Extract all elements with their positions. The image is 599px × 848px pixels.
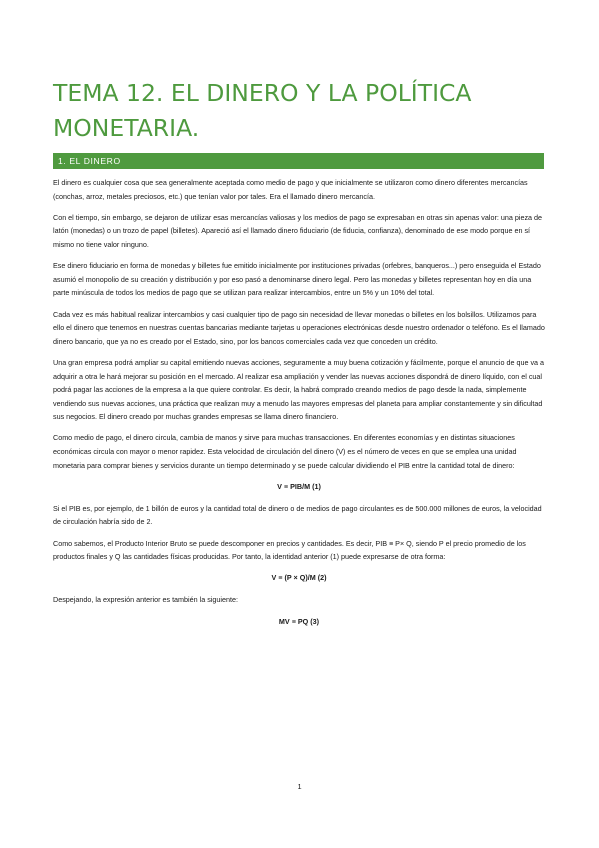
paragraph: El dinero es cualquier cosa que sea generalmente aceptada como medio de pago y que inicialmente se utilizaron como dinero diferentes mercancías (conchas, arroz, metales preciosos, etc.) que tenían valor por tales. Era el llamado dinero mercancía. xyxy=(53,178,528,201)
equation-1: V ≡ PIB/M (1) xyxy=(277,481,321,491)
paragraph-pib: Como sabemos, el Producto Interior Bruto se puede descomponer en precios y cantidades. Es decir, PIB ≡ P× Q, siendo P el precio promedio de los productos finales y Q las cantidades físicas producidas. Por tanto, la identidad anterior (1) puede expresarse de otra forma: xyxy=(53,538,526,562)
section-heading: 1. EL DINERO xyxy=(53,153,544,169)
equation-2: V ≡ (P × Q)/M (2) xyxy=(271,573,327,583)
document-body xyxy=(53,176,545,637)
equation-3: MV ≡ PQ (3) xyxy=(278,616,320,626)
paragraph: Una gran empresa podrá ampliar su capital emitiendo nuevas acciones, seguramente a muy buena cotización y fácilmente, porque el anuncio de que va a adquirir a otra le hará mejorar su posición en el mercado. Al realizar esa ampliación y vender las nuevas acciones dispondrá de dinero líquido, con el cual podrá pagar las acciones de la empresa a la que quiere controlar. Es decir, la habrá comprado creando medios de pago desde la nada, simplemente vendiendo sus nuevas acciones, una práctica que realizan muy a menudo las mayores empresas del planeta para ampliar constantemente y sin dificultad sus negocios. El dinero creado por muchas grandes empresas se llama dinero financiero. xyxy=(53,357,545,422)
paragraph: Cada vez es más habitual realizar intercambios y casi cualquier tipo de pago sin necesidad de llevar monedas o billetes en los bolsillos. Utilizamos para ello el dinero que tenemos en nuestras cuentas bancarias mediante tarjetas u operaciones electrónicas desde nuestro ordenador o teléfono. Es el llamado dinero bancario, que ya no es creado por el Estado, sino, por los bancos comerciales cada vez que conceden un crédito. xyxy=(53,309,545,346)
page-number: 1 xyxy=(297,782,302,791)
paragraph: Ese dinero fiduciario en forma de monedas y billetes fue emitido inicialmente por instituciones privadas (orfebres, banqueros...) pero enseguida el Estado asumió el monopolio de su creación y distribución y por eso pasó a denominarse dinero legal. Pero las monedas y billetes representan hoy en día una parte minúscula de todos los medios de pago que se utilizan para realizar intercambios, entre un 5% y un 10% del total. xyxy=(53,261,541,298)
paragraph-example: Si el PIB es, por ejemplo, de 1 billón de euros y la cantidad total de dinero o de medios de pago circulantes es de 500.000 millones de euros, la velocidad de circulación habría sido de 2. xyxy=(53,503,542,527)
page-title: TEMA 12. EL DINERO Y LA POLÍTICA MONETARIA. xyxy=(53,79,472,142)
paragraph: Con el tiempo, sin embargo, se dejaron de utilizar esas mercancías valiosas y los medios de pago se expresaban en otras sin apenas valor: una pieza de latón (monedas) o un trozo de papel (billetes). Apareció así el llamado dinero fiduciario (de fiducia, confianza), denominado de ese modo porque en sí mismo no tiene valor ninguno. xyxy=(53,212,543,249)
paragraph-despejando: Despejando, la expresión anterior es también la siguiente: xyxy=(53,595,238,605)
paragraph: Como medio de pago, el dinero circula, cambia de manos y sirve para muchas transacciones. En diferentes economías y en distintas situaciones económicas circula con mayor o menor rapidez. Esta velocidad de circulación del dinero (V) es el número de veces en que se emplea una unidad monetaria para comprar bienes y servicios durante un tiempo determinado y se puede calcular dividiendo el PIB entre la cantidad total de dinero: xyxy=(53,433,517,470)
